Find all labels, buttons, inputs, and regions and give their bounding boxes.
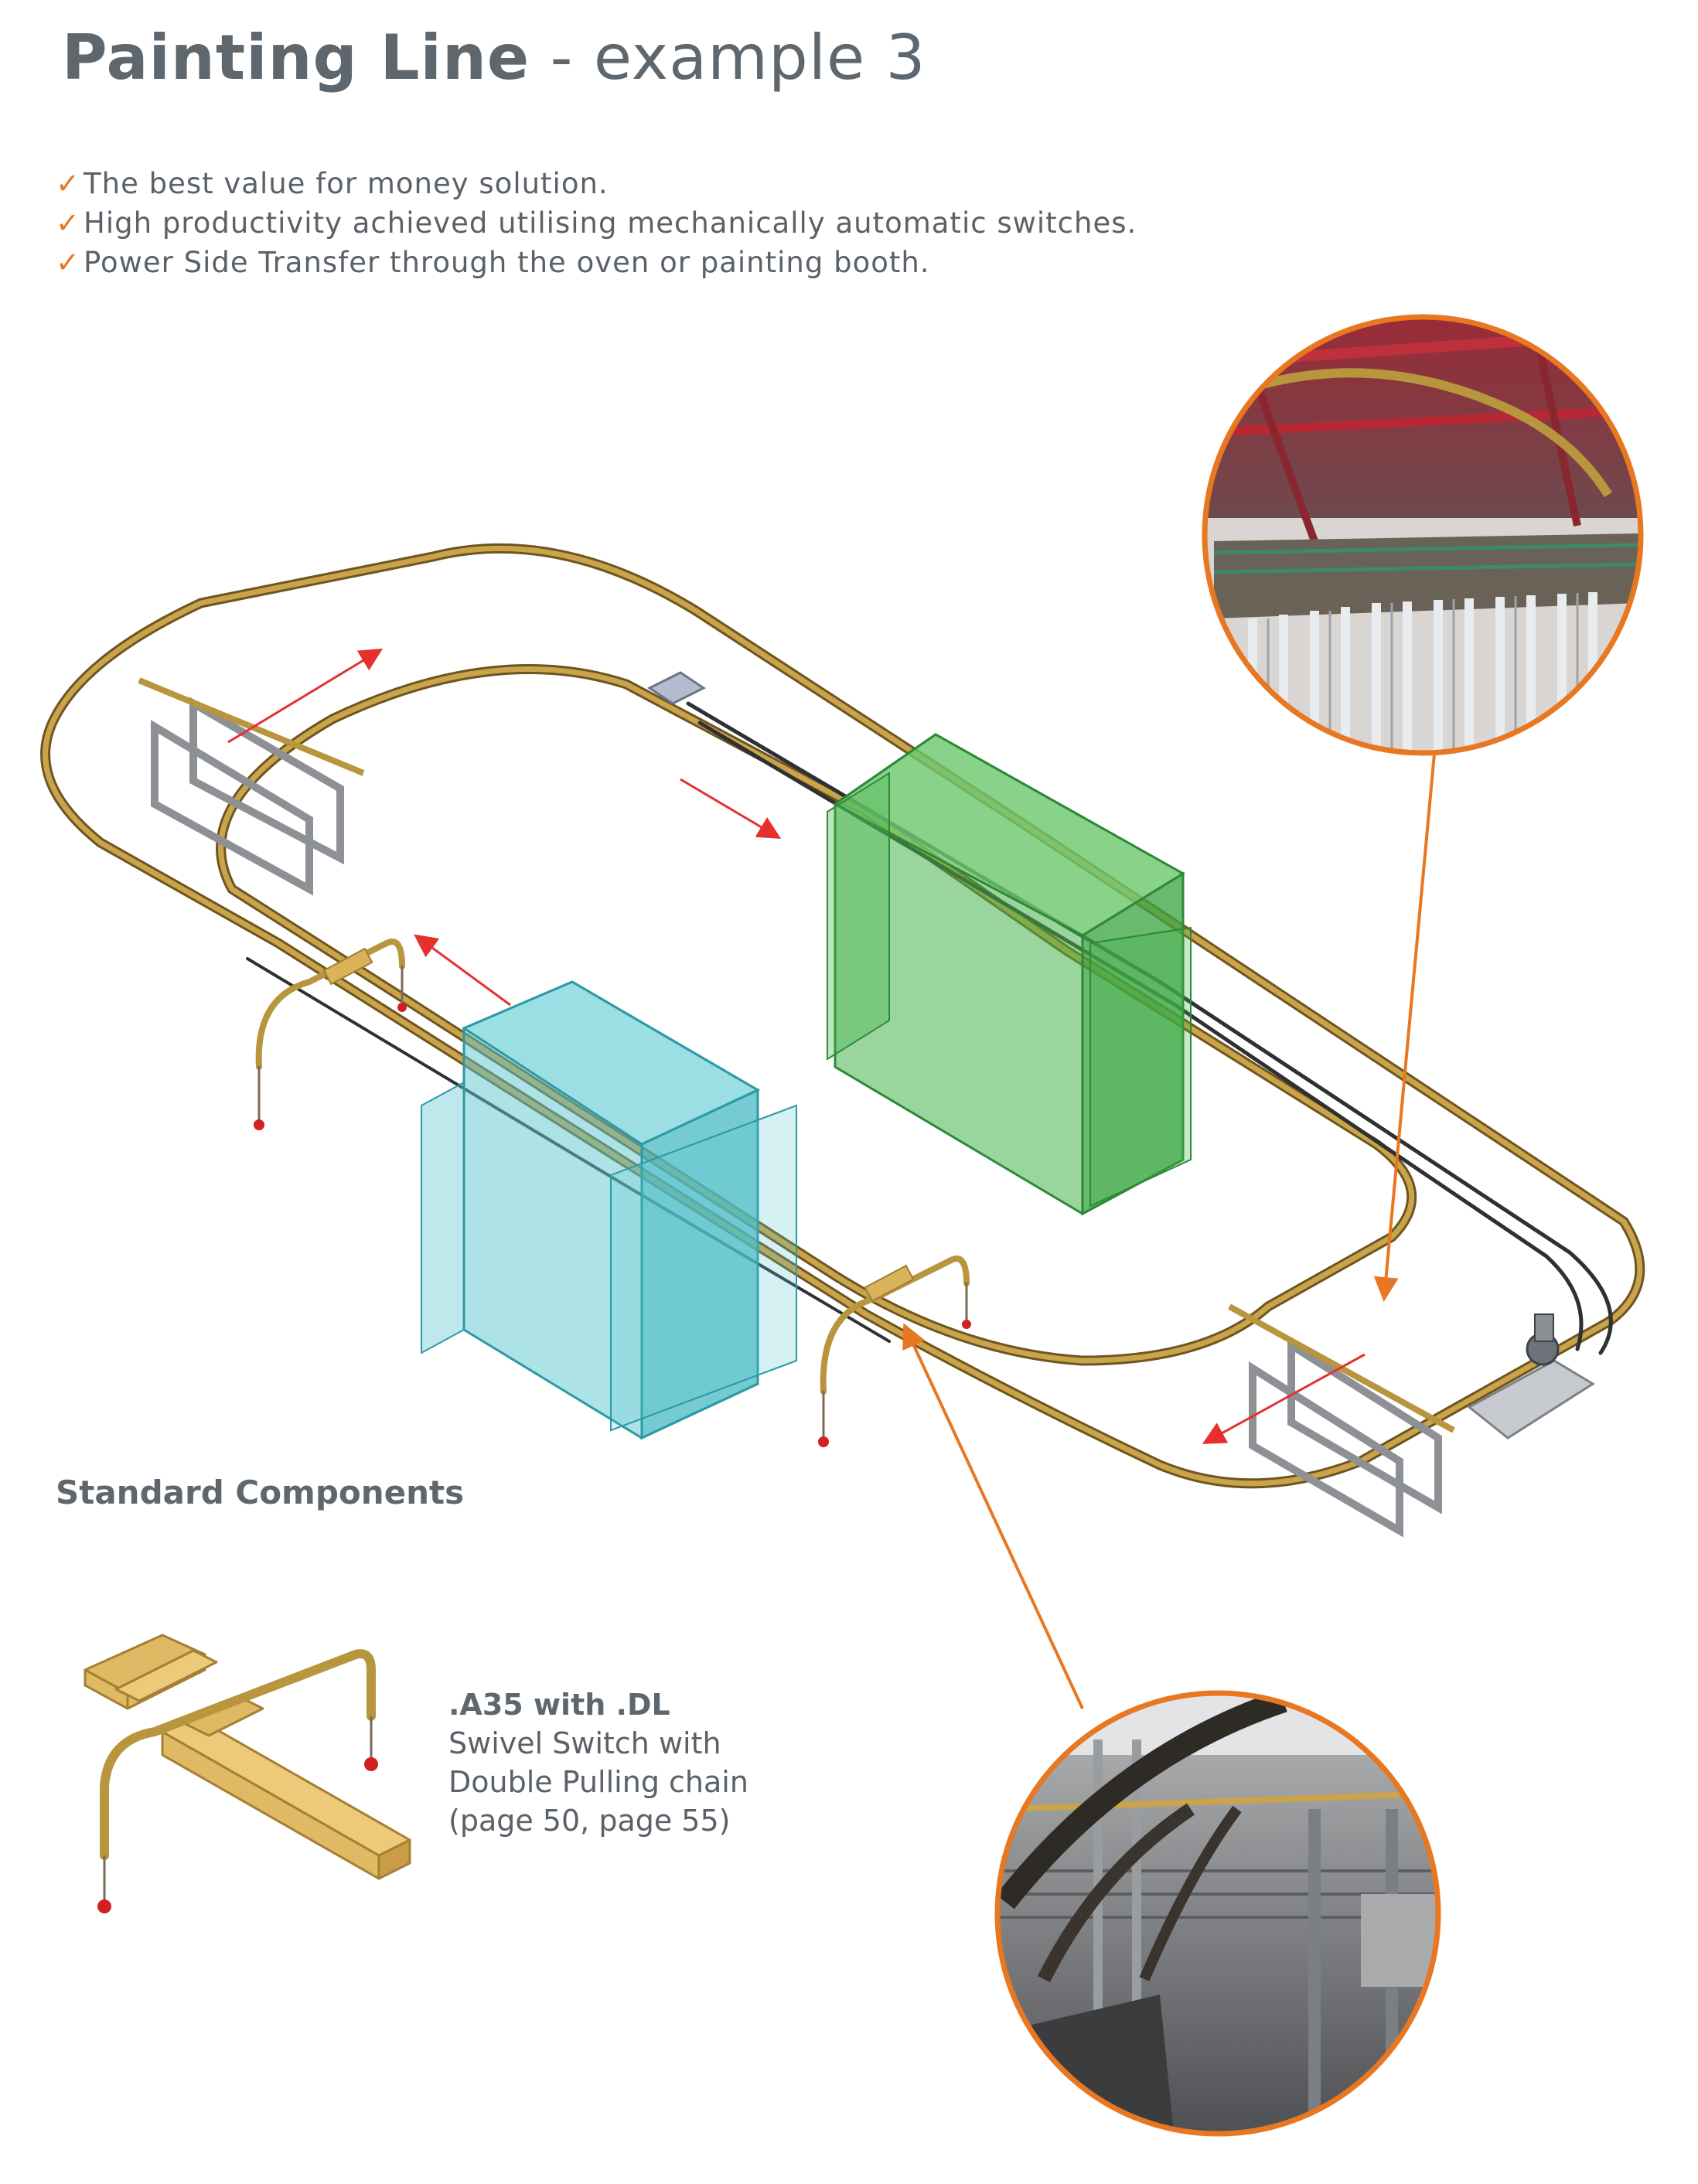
hangers-photo [1198, 309, 1647, 765]
feature-text: Power Side Transfer through the oven or painting booth. [84, 246, 930, 279]
component-pages: (page 50, page 55) [448, 1804, 731, 1838]
check-icon: ✓ [56, 246, 81, 279]
drive-unit [1469, 1314, 1593, 1438]
check-icon: ✓ [56, 167, 81, 200]
feature-text: High productivity achieved utilising mechanically automatic switches. [84, 206, 1137, 240]
standard-components-heading: Standard Components [56, 1474, 465, 1511]
title-rest: - example 3 [530, 22, 926, 94]
oven-box [827, 734, 1191, 1214]
hanger-left [254, 942, 407, 1130]
plant-photo [990, 1685, 1454, 2149]
component-code: .A35 with .DL [448, 1688, 670, 1722]
swivel-switch-illustration [70, 1624, 433, 1933]
transfer-frame-left [139, 680, 363, 889]
feature-text: The best value for money solution. [84, 167, 609, 200]
booth-box [421, 982, 796, 1438]
check-icon: ✓ [56, 206, 81, 240]
component-description [448, 1685, 748, 1840]
component-line-1: Swivel Switch with [448, 1726, 721, 1760]
title-bold: Painting Line [62, 22, 530, 94]
transfer-frame-right [1229, 1307, 1454, 1531]
component-line-2: Double Pulling chain [448, 1765, 748, 1799]
